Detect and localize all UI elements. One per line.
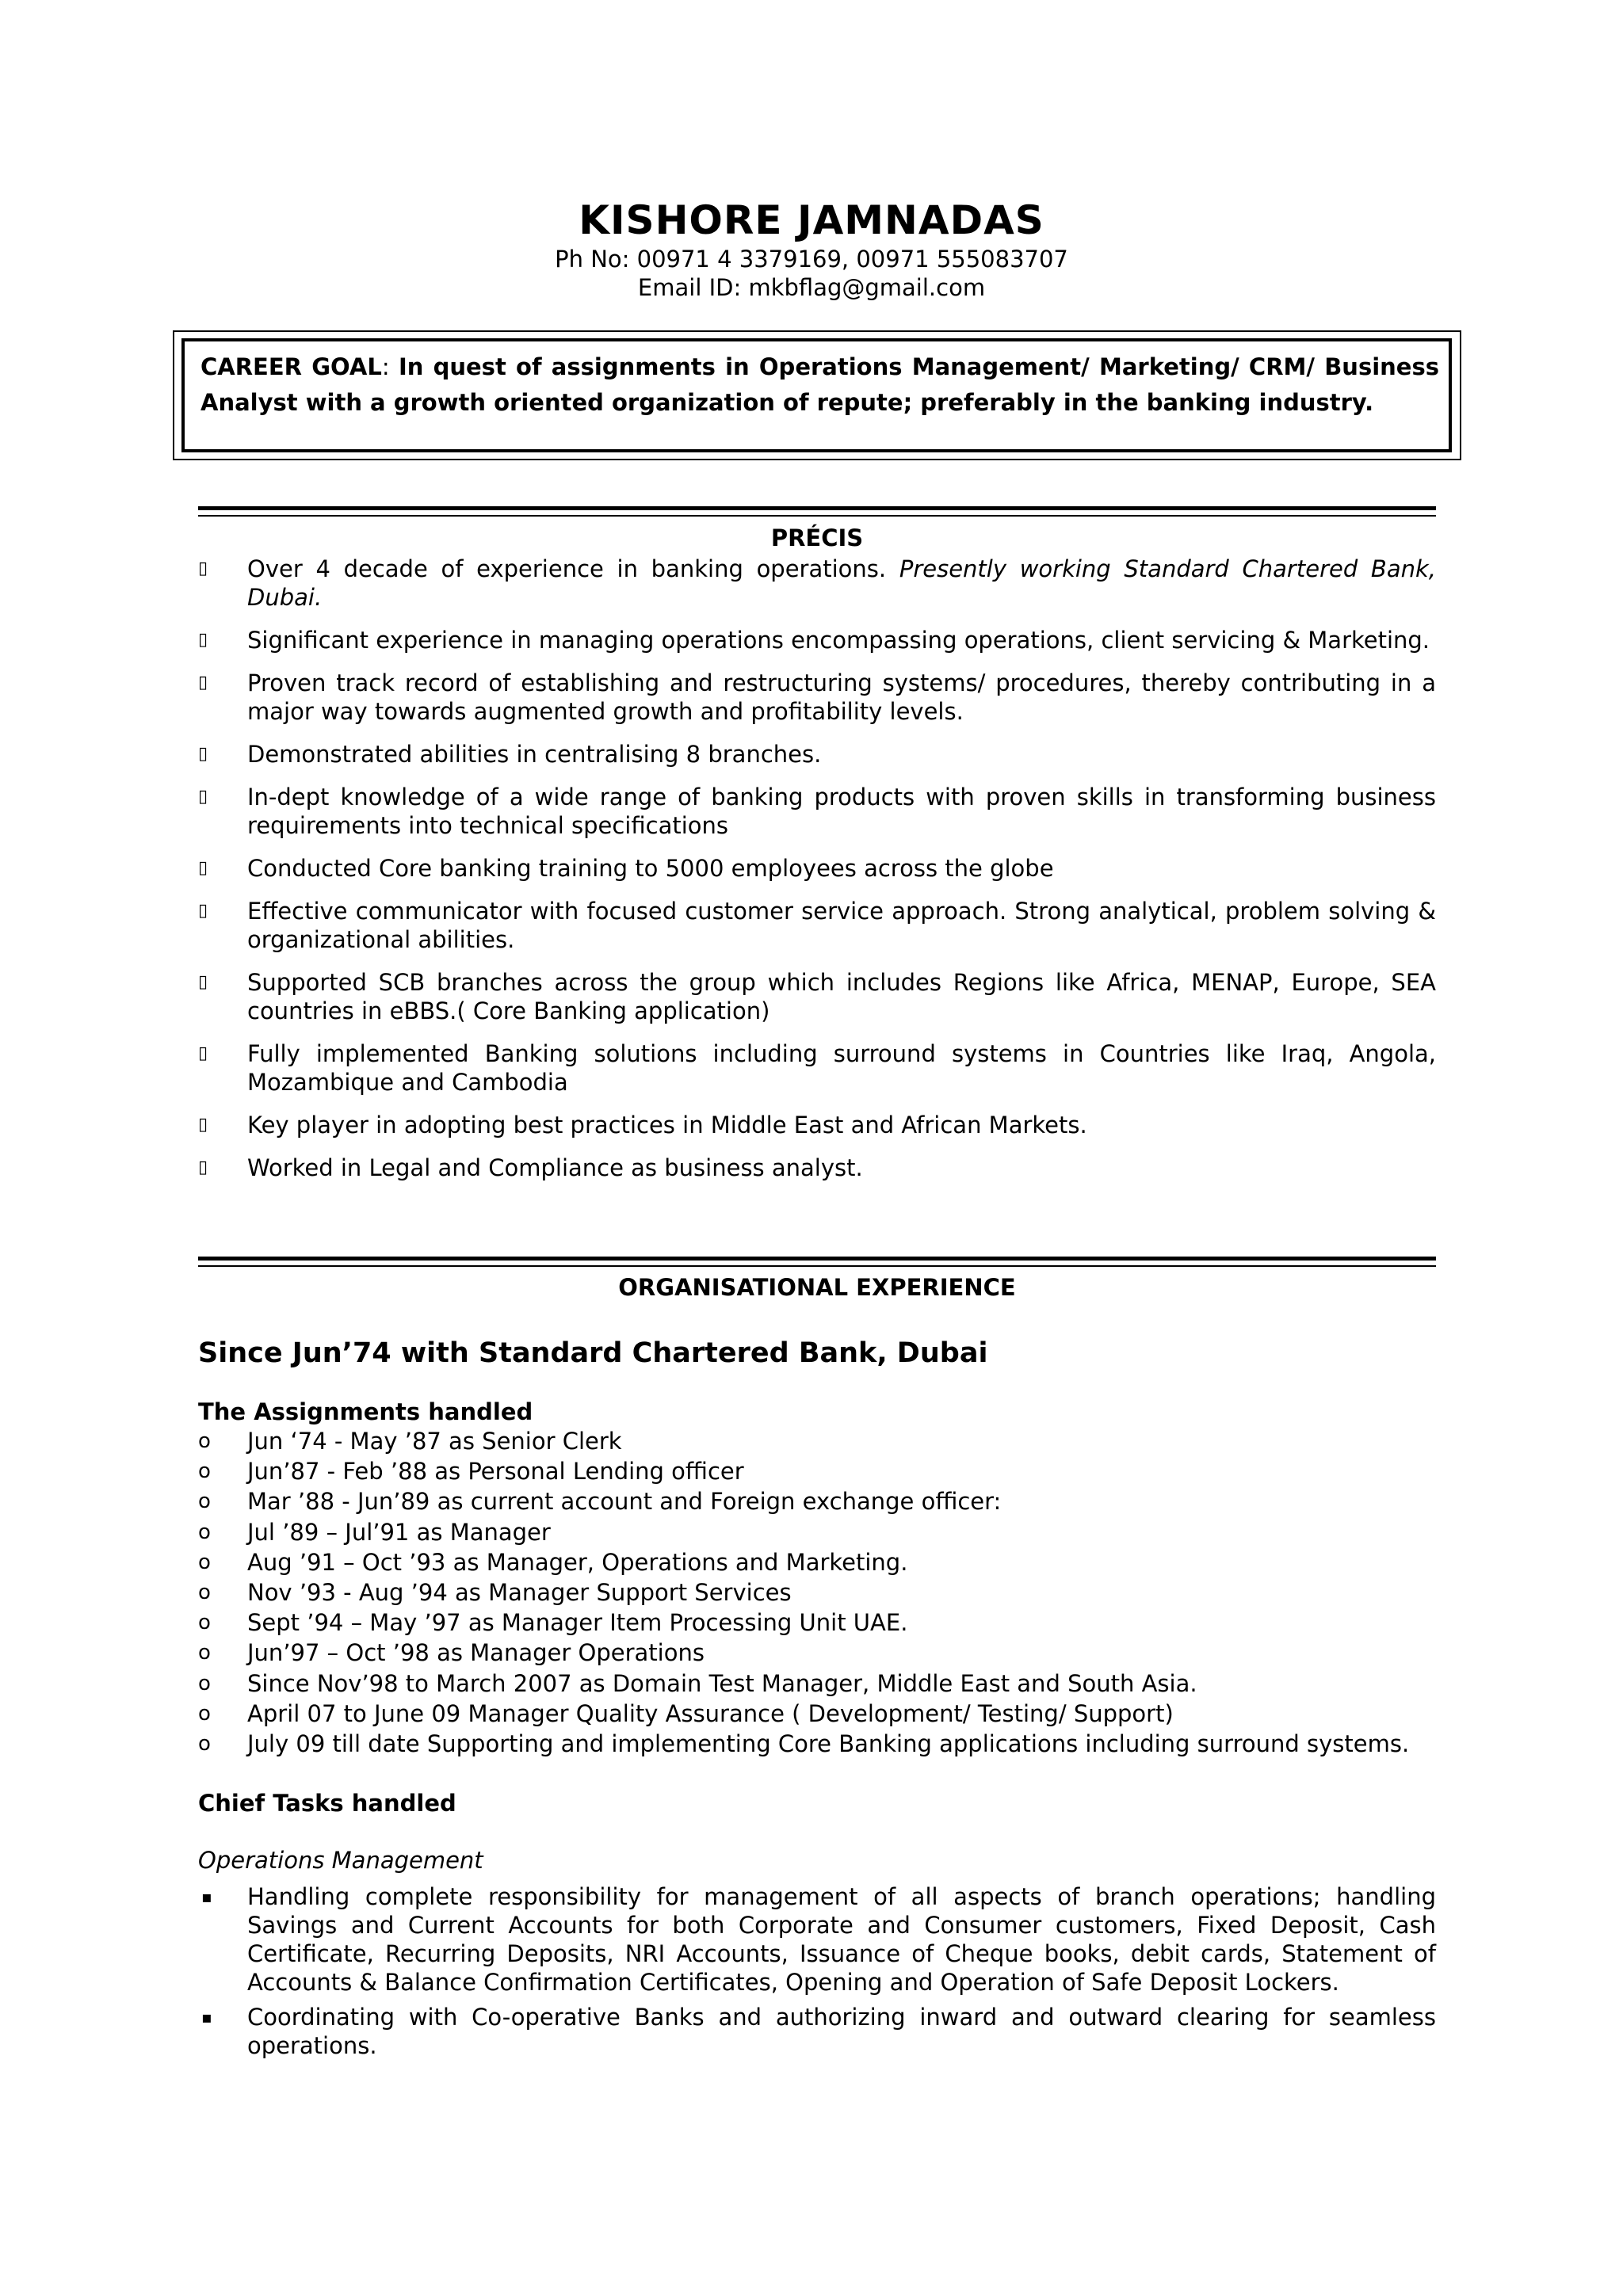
candidate-name: KISHORE JAMNADAS [579, 197, 1044, 243]
assignment-item: o Jun ‘74 - May ’87 as Senior Clerk [198, 1426, 1436, 1456]
square-bullet-icon: ▯ [198, 858, 208, 878]
precis-title: PRÉCIS [770, 524, 864, 551]
precis-divider-thick [198, 506, 1436, 510]
precis-item: ▯ In-dept knowledge of a wide range of banking products with proven skills in transforming business requirements into technical specifications [198, 784, 1436, 839]
square-bullet-icon: ▪ [201, 2008, 212, 2027]
experience-divider-thick [198, 1257, 1436, 1261]
circle-bullet-icon: o [198, 1641, 211, 1665]
career-goal-box: CAREER GOAL: In quest of assignments in Operations Management/ Marketing/ CRM/ Business Analyst with a growth oriented organization of repute; preferably in the banking industry. [181, 338, 1452, 452]
precis-list [198, 555, 1436, 1196]
precis-item: ▯ Demonstrated abilities in centralising 8 branches. [198, 741, 822, 768]
precis-item: ▯ Key player in adopting best practices in Middle East and African Markets. [198, 1112, 1087, 1138]
square-bullet-icon: ▯ [198, 1158, 208, 1177]
assignment-item: o April 07 to June 09 Manager Quality Assurance ( Development/ Testing/ Support) [198, 1699, 1436, 1729]
task-item: ▪ Handling complete responsibility for management of all aspects of branch operations; handling Savings and Current Accounts for both Corporate and Consumer customers, Fixed Deposit, Cash Certificate, Recurring Deposits, NRI Accounts, Issuance of Cheque books, debit cards, Statement of Accounts & Balance Confirmation Certificates, Opening and Operation of Safe Deposit Lockers. [201, 1883, 1436, 1996]
phone-numbers: Ph No: 00971 4 3379169, 00971 555083707 [555, 246, 1068, 273]
precis-item: ▯ Conducted Core banking training to 5000 employees across the globe [198, 855, 1054, 882]
circle-bullet-icon: o [198, 1701, 211, 1726]
circle-bullet-icon: o [198, 1671, 211, 1695]
precis-item: ▯ Fully implemented Banking solutions including surround systems in Countries like Iraq, Angola, Mozambique and Cambodia [198, 1040, 1436, 1096]
tasks-list [198, 1882, 1436, 2066]
circle-bullet-icon: o [198, 1459, 211, 1484]
circle-bullet-icon: o [198, 1489, 211, 1514]
square-bullet-icon: ▯ [198, 1043, 208, 1063]
assignment-item: o Jun’97 – Oct ’98 as Manager Operations [198, 1638, 1436, 1668]
circle-bullet-icon: o [198, 1611, 211, 1635]
assignment-item: o Jul ’89 – Jul’91 as Manager [198, 1517, 1436, 1547]
square-bullet-icon: ▯ [198, 673, 208, 692]
career-goal-text: In quest of assignments in Operations Management/ Marketing/ CRM/ Business Analyst with a growth oriented organization of repute; preferably in the banking industry. [200, 353, 1439, 416]
square-bullet-icon: ▯ [198, 630, 208, 650]
square-bullet-icon: ▯ [198, 559, 208, 578]
assignment-item: o Nov ’93 - Aug ’94 as Manager Support Services [198, 1577, 1436, 1608]
circle-bullet-icon: o [198, 1732, 211, 1756]
circle-bullet-icon: o [198, 1581, 211, 1605]
employer-heading: Since Jun’74 with Standard Chartered Bank, Dubai [198, 1337, 988, 1369]
square-bullet-icon: ▯ [198, 744, 208, 764]
precis-item: ▯ Worked in Legal and Compliance as business analyst. [198, 1154, 863, 1181]
precis-item: ▯ Effective communicator with focused customer service approach. Strong analytical, problem solving & organizational abilities. [198, 898, 1436, 953]
career-goal-label: CAREER GOAL [200, 353, 382, 380]
square-bullet-icon: ▪ [201, 1887, 212, 1906]
precis-item: ▯ Significant experience in managing operations encompassing operations, client servicing & Marketing. [198, 627, 1430, 654]
chief-tasks-heading: Chief Tasks handled [198, 1790, 456, 1817]
precis-item: ▯ Proven track record of establishing and restructuring systems/ procedures, thereby contributing in a major way towards augmented growth and profitability levels. [198, 669, 1436, 725]
assignment-item: o July 09 till date Supporting and implementing Core Banking applications including surround systems. [198, 1729, 1436, 1759]
assignment-item: o Jun’87 - Feb ’88 as Personal Lending officer [198, 1456, 1436, 1486]
experience-title: ORGANISATIONAL EXPERIENCE [618, 1274, 1016, 1301]
assignment-item: o Sept ’94 – May ’97 as Manager Item Processing Unit UAE. [198, 1608, 1436, 1638]
assignment-item: o Aug ’91 – Oct ’93 as Manager, Operations and Marketing. [198, 1547, 1436, 1577]
email-address: Email ID: mkbflag@gmail.com [637, 274, 986, 301]
square-bullet-icon: ▯ [198, 901, 208, 921]
square-bullet-icon: ▯ [198, 1115, 208, 1135]
experience-divider-thin [198, 1265, 1436, 1267]
assignments-heading: The Assignments handled [198, 1398, 533, 1425]
assignments-list [198, 1426, 1436, 1759]
precis-item: ▯ Supported SCB branches across the group which includes Regions like Africa, MENAP, Europe, SEA countries in eBBS.( Core Banking application) [198, 969, 1436, 1024]
circle-bullet-icon: o [198, 1550, 211, 1574]
circle-bullet-icon: o [198, 1520, 211, 1544]
assignment-item: o Since Nov’98 to March 2007 as Domain Test Manager, Middle East and South Asia. [198, 1669, 1436, 1699]
task-item: ▪ Coordinating with Co-operative Banks and authorizing inward and outward clearing for seamless operations. [201, 2004, 1436, 2059]
operations-management-subheading: Operations Management [198, 1847, 483, 1874]
circle-bullet-icon: o [198, 1429, 211, 1453]
square-bullet-icon: ▯ [198, 787, 208, 807]
precis-divider-thin [198, 515, 1436, 517]
precis-item: ▯ Over 4 decade of experience in banking operations. Presently working Standard Chartered Bank, Dubai. [198, 555, 1436, 611]
assignment-item: o Mar ’88 - Jun’89 as current account and Foreign exchange officer: [198, 1486, 1436, 1516]
square-bullet-icon: ▯ [198, 972, 208, 992]
